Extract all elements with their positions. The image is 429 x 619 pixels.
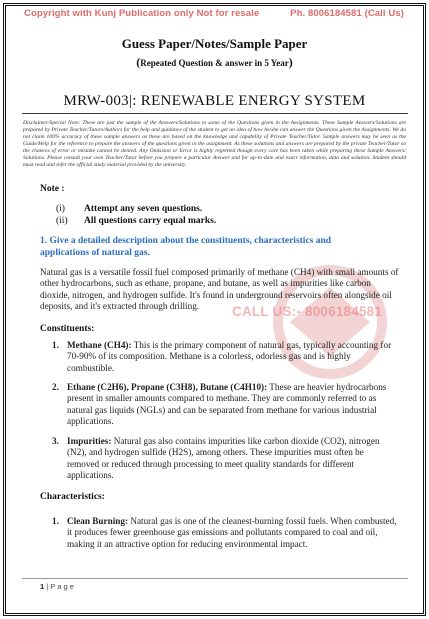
- characteristics-heading: Characteristics:: [40, 492, 105, 502]
- constituents-heading: Constituents:: [40, 324, 95, 334]
- copyright-text: Copyright with Kunj Publication only Not for resale: [24, 8, 260, 19]
- page-footer: [40, 582, 74, 591]
- list-item: 2. Ethane (C2H6), Propane (C3H8), Butane (C4H10): These are heavier hydrocarbons present in smaller amounts compared to methane. They are commonly referred to as natural gas liquids (NGLs) and can be separated from methane for various industrial applications.: [52, 382, 387, 427]
- intro-paragraph: Natural gas is a versatile fossil fuel composed primarily of methane (CH4) with small amounts of other hydrocarbons, such as ethane, propane, and butane, as well as impurities like carbon dioxide, nitrogen, and hydrogen sulfide. It's found in underground reservoirs often alongside oil deposits, and it's extracted through drilling.: [40, 267, 399, 312]
- list-item: 1. Methane (CH4): This is the primary component of natural gas, typically accounting for 70-90% of its composition. Methane is a colorless, odorless gas and is highly combustible.: [52, 340, 392, 373]
- title-divider: [22, 113, 408, 114]
- list-item: 1. Clean Burning: Natural gas is one of the cleanest-burning fossil fuels. When combusted, it produces fewer greenhouse gas emissions and pollutants compared to coal and oil, making it an attractive option for reducing environmental impact.: [52, 516, 397, 549]
- watermark-call-text: CALL US:- 8006184581: [232, 304, 383, 319]
- disclaimer-text: Disclaimer/Special Note: These are just the sample of the Answers/Solutions to some of the Questions given in the Assignments. These Sample Answers/Solutions are prepared by Private Teacher/Tutors/Authors for the help and guidance of the student to get an idea of how he/she can answer the Questions given the Assignments. We do not claim 100% accuracy of these sample answers as these are based on the knowledge and capability of Private Teacher/Tutor. Sample answers may be seen as the Guide/Help for the reference to prepare the answers of the questions given in the assignment. As these solutions and answers are prepared by the private Teacher/Tutor so the chances of error or mistake cannot be denied. Any Omission or Error is highly regretted though every care has been taken while preparing these Sample Answers/ Solutions. Please consult your own Teacher/Tutor before you prepare a particular Answer and for up-to-date and exact information, data and solution. Student should must read and refer the official study material provided by the university.: [23, 120, 406, 168]
- question-heading: 1. Give a detailed description about the constituents, characteristics and applications of natural gas.: [40, 236, 332, 258]
- note-label: Note :: [40, 184, 65, 194]
- subtitle-text: Repeated Question & answer in 5 Year: [140, 58, 289, 68]
- list-item: 3. Impurities: Natural gas also contains impurities like carbon dioxide (CO2), nitrogen (N2), and hydrogen sulfide (H2S), among others. These impurities must often be removed or reduced through processing to meet quality standards for different applications.: [52, 436, 380, 481]
- instruction-item: (i) Attempt any seven questions.: [56, 204, 203, 214]
- footer-divider: [22, 578, 408, 579]
- phone-text: Ph. 8006184581 (Call Us): [290, 8, 404, 19]
- course-title: MRW-003|: RENEWABLE ENERGY SYSTEM: [63, 93, 366, 109]
- copyright-banner: [24, 8, 404, 19]
- doc-subtitle: (Repeated Question & answer in 5 Year): [136, 55, 293, 69]
- doc-title: Guess Paper/Notes/Sample Paper: [121, 36, 308, 51]
- instruction-item: (ii) All questions carry equal marks.: [56, 216, 217, 226]
- page-number: 1: [40, 582, 45, 591]
- page-label: | P a g e: [46, 582, 74, 591]
